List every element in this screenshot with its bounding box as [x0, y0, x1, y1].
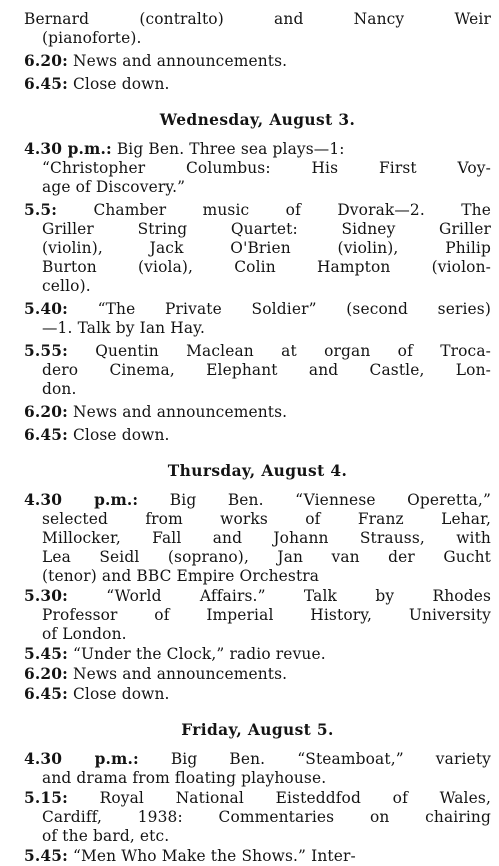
entry-line	[24, 606, 491, 625]
entry-text: Big Ben. “Steamboat,” variety	[170, 750, 491, 768]
entry-line	[24, 847, 491, 866]
entry-time: 4.30 p.m.:	[24, 750, 139, 768]
entry-line	[24, 403, 491, 422]
entry-text: selected from works of Franz Lehar,	[42, 510, 491, 528]
entry-line	[24, 808, 491, 827]
entry-line	[24, 140, 491, 159]
entry-text: don.	[42, 380, 77, 398]
entry-time: 4.30 p.m.:	[24, 140, 112, 158]
entry-line	[24, 665, 491, 684]
programme-entry	[24, 685, 491, 704]
entry-text: Millocker, Fall and Johann Strauss, with	[42, 529, 491, 547]
entry-time: 5.40:	[24, 300, 68, 318]
day-heading: Friday, August 5.	[181, 721, 334, 739]
programme-entry	[24, 140, 491, 197]
entry-text: —1. Talk by Ian Hay.	[42, 319, 205, 337]
entry-line	[24, 491, 491, 510]
entry-time: 5.55:	[24, 342, 68, 360]
entry-line	[24, 380, 491, 399]
entry-time: 5.5:	[24, 201, 58, 219]
entry-line	[24, 769, 491, 788]
entry-text: Big Ben. “Viennese Operetta,”	[169, 491, 491, 509]
entry-line	[24, 426, 491, 445]
entry-time: 6.20:	[24, 665, 68, 683]
entry-line	[24, 239, 491, 258]
schedule-section-friday	[24, 721, 491, 866]
programme-entry	[24, 645, 491, 664]
programme-entry	[24, 52, 491, 71]
entry-text: “World Affairs.” Talk by Rhodes	[106, 587, 491, 605]
day-heading: Thursday, August 4.	[167, 462, 348, 480]
entry-time: 5.30:	[24, 587, 68, 605]
entry-text: Griller String Quartet: Sidney Griller	[42, 220, 491, 238]
entry-line	[24, 827, 491, 846]
entry-text: Royal National Eisteddfod of Wales,	[99, 789, 491, 807]
programme-entry	[24, 403, 491, 422]
entry-time: 5.45:	[24, 645, 68, 663]
entry-time: 5.15:	[24, 789, 68, 807]
entry-text: Quentin Maclean at organ of Troca-	[95, 342, 492, 360]
entry-time: 6.20:	[24, 403, 68, 421]
entry-time: 6.45:	[24, 426, 68, 444]
programme-entry	[24, 342, 491, 399]
programme-entry	[24, 75, 491, 94]
programme-entry	[24, 201, 491, 296]
entry-line	[24, 159, 491, 178]
entry-text: News and announcements.	[72, 403, 288, 421]
programme-entry	[24, 587, 491, 644]
entry-text: Chamber music of Dvorak—2. The	[93, 201, 491, 219]
entry-text: Bernard (contralto) and Nancy Weir	[24, 10, 491, 28]
programme-entry	[24, 750, 491, 788]
entry-text: of London.	[42, 625, 127, 643]
entry-time: 6.45:	[24, 685, 68, 703]
programme-entry	[24, 491, 491, 586]
entry-time: 5.45:	[24, 847, 68, 865]
entry-time: 6.45:	[24, 75, 68, 93]
entry-text: News and announcements.	[72, 52, 288, 70]
entry-text: Burton (viola), Colin Hampton (violon-	[42, 258, 491, 276]
schedule-section-thursday	[24, 462, 491, 704]
entry-text: Close down.	[72, 426, 170, 444]
programme-entry	[24, 10, 491, 48]
entry-text: and drama from floating playhouse.	[42, 769, 327, 787]
entry-line	[24, 645, 491, 664]
programme-entry	[24, 665, 491, 684]
entry-text: Lea Seidl (soprano), Jan van der Gucht	[42, 548, 491, 566]
entry-text: Close down.	[72, 685, 170, 703]
programme-entry	[24, 847, 491, 866]
entry-text: Professor of Imperial History, University	[42, 606, 491, 624]
entry-text: (violin), Jack O'Brien (violin), Philip	[42, 239, 491, 257]
entry-text: (tenor) and BBC Empire Orchestra	[42, 567, 320, 585]
entry-text: “Men Who Make the Shows.” Inter-	[72, 847, 356, 865]
entry-line	[24, 75, 491, 94]
entry-time: 4.30 p.m.:	[24, 491, 139, 509]
entry-line	[24, 277, 491, 296]
schedule-section-continued	[24, 10, 491, 94]
entry-text: dero Cinema, Elephant and Castle, Lon-	[42, 361, 491, 379]
entry-text: Cardiff, 1938: Commentaries on chairing	[42, 808, 491, 826]
entry-line	[24, 361, 491, 380]
entry-line	[24, 548, 491, 567]
entry-line	[24, 52, 491, 71]
entry-line	[24, 789, 491, 808]
programme-entry	[24, 789, 491, 846]
entry-text: of the bard, etc.	[42, 827, 170, 845]
entry-line	[24, 529, 491, 548]
entry-line	[24, 342, 491, 361]
programme-entry	[24, 426, 491, 445]
entry-line	[24, 178, 491, 197]
entry-text: “Christopher Columbus: His First Voy-	[42, 159, 491, 177]
entry-line	[24, 10, 491, 29]
entry-line	[24, 29, 491, 48]
entry-line	[24, 319, 491, 338]
entry-text: Big Ben. Three sea plays—1:	[116, 140, 345, 158]
entry-text: “Under the Clock,” radio revue.	[72, 645, 326, 663]
entry-line	[24, 300, 491, 319]
entry-time: 6.20:	[24, 52, 68, 70]
programme-entry	[24, 300, 491, 338]
entry-line	[24, 510, 491, 529]
entry-line	[24, 625, 491, 644]
entry-line	[24, 567, 491, 586]
schedule-section-wednesday	[24, 111, 491, 445]
entry-text: (pianoforte).	[42, 29, 142, 47]
entry-text: age of Discovery.”	[42, 178, 186, 196]
entry-line	[24, 220, 491, 239]
entry-line	[24, 587, 491, 606]
entry-text: News and announcements.	[72, 665, 288, 683]
entry-line	[24, 201, 491, 220]
day-heading: Wednesday, August 3.	[159, 111, 356, 129]
entry-line	[24, 685, 491, 704]
entry-line	[24, 258, 491, 277]
entry-line	[24, 750, 491, 769]
entry-text: “The Private Soldier” (second series)	[97, 300, 492, 318]
entry-text: Close down.	[72, 75, 170, 93]
entry-text: cello).	[42, 277, 91, 295]
